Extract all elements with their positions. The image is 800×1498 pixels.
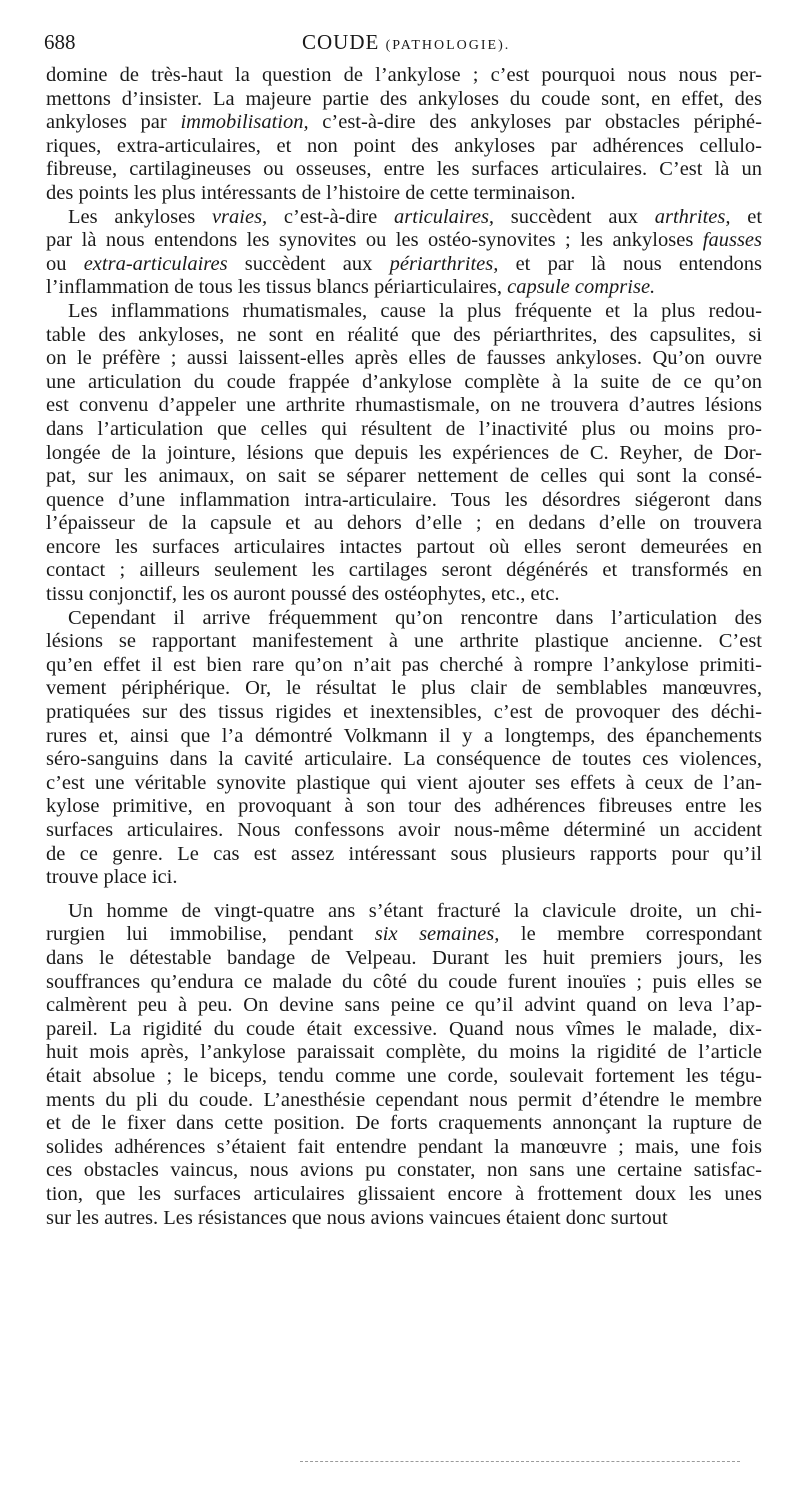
text-span: c’est-à-dire bbox=[267, 205, 395, 228]
running-header bbox=[44, 30, 756, 60]
text-span: fibreuse, cartilagineuses ou osseuses, entre les surfaces articulaires. C’est là un bbox=[46, 158, 762, 181]
running-title-sub: (PATHOLOGIE). bbox=[385, 38, 511, 53]
text-span: Cependant il arrive fréquemment qu’on rencontre dans l’articulation des bbox=[68, 606, 762, 629]
text-line bbox=[46, 1089, 762, 1113]
text-line bbox=[46, 253, 762, 277]
text-line bbox=[46, 276, 762, 300]
text-line bbox=[46, 111, 762, 135]
body-text bbox=[46, 64, 762, 1230]
text-line bbox=[46, 843, 762, 867]
text-span: quence d’une inflammation intra-articulaire. Tous les désordres siégeront dans bbox=[46, 488, 762, 511]
text-line bbox=[46, 630, 762, 654]
text-span: dans le détestable bandage de Velpeau. Durant les huit premiers jours, les bbox=[46, 946, 762, 969]
paragraph bbox=[46, 206, 762, 300]
italic-span: articulaires, bbox=[394, 205, 495, 228]
text-span: kylose primitive, en provoquant à son tour des adhérences fibreuses entre les bbox=[46, 795, 762, 818]
text-line bbox=[46, 489, 762, 513]
text-span: contact ; ailleurs seulement les cartilages seront dégénérés et transformés en bbox=[46, 559, 762, 582]
text-span: calmèrent peu à peu. On devine sans peine ce qu’il advint quand on leva l’ap- bbox=[46, 994, 762, 1017]
italic-span: fausses bbox=[702, 229, 762, 252]
italic-span: immobilisation, bbox=[180, 111, 309, 134]
text-span: tissu conjonctif, les os auront poussé des ostéophytes, etc., etc. bbox=[46, 583, 560, 606]
text-span: domine de très-haut la question de l’ankylose ; c’est pourquoi nous nous per- bbox=[46, 64, 762, 86]
text-span: pareil. La rigidité du coude était excessive. Quand nous vîmes le malade, dix- bbox=[46, 1017, 762, 1040]
text-line bbox=[46, 182, 762, 206]
text-line bbox=[46, 536, 762, 560]
text-span: surfaces articulaires. Nous confessons avoir nous-même déterminé un accident bbox=[46, 819, 762, 841]
text-span: rurgien lui immobilise, pendant bbox=[46, 923, 375, 946]
text-line bbox=[46, 748, 762, 772]
text-line bbox=[46, 677, 762, 701]
paragraph bbox=[46, 900, 762, 1230]
text-span: tion, que les surfaces articulaires glissaient encore à frottement doux les unes bbox=[46, 1182, 762, 1205]
text-span: succèdent aux bbox=[494, 205, 655, 228]
text-span: et de le fixer dans cette position. De forts craquements annonçant la rupture de bbox=[46, 1112, 762, 1135]
text-span: c’est une véritable synovite plastique qui vient ajouter ses effets à ceux de l’an- bbox=[46, 771, 762, 794]
text-line bbox=[46, 725, 762, 749]
text-line bbox=[46, 512, 762, 536]
text-span: par là nous entendons les synovites ou les ostéo-synovites ; les ankyloses bbox=[46, 229, 703, 252]
text-line bbox=[46, 971, 762, 995]
text-line bbox=[46, 371, 762, 395]
text-span: dans l’articulation que celles qui résultent de l’inactivité plus ou moins pro- bbox=[46, 417, 762, 440]
text-span: pratiquées sur des tissus rigides et inextensibles, c’est de provoquer des déchi- bbox=[46, 701, 762, 724]
text-span: riques, extra-articulaires, et non point des ankyloses par adhérences cellulo- bbox=[46, 134, 762, 157]
text-line bbox=[46, 1018, 762, 1042]
text-span: longée de la jointure, lésions que depuis les expériences de C. Reyher, de Dor- bbox=[46, 441, 762, 464]
text-span: succèdent aux bbox=[227, 252, 390, 275]
text-span: était absolue ; le biceps, tendu comme une corde, soulevait fortement les tégu- bbox=[46, 1064, 762, 1087]
text-span: mettons d’insister. La majeure partie des ankyloses du coude sont, en effet, des bbox=[46, 87, 762, 110]
text-line bbox=[46, 701, 762, 725]
text-span: des points les plus intéressants de l’histoire de cette terminaison. bbox=[46, 181, 576, 204]
text-line bbox=[46, 206, 762, 230]
italic-span: extra-articulaires bbox=[83, 252, 228, 275]
text-line bbox=[46, 866, 762, 890]
text-span: lésions se rapportant manifestement à une arthrite plastique ancienne. C’est bbox=[46, 630, 762, 653]
text-span: sur les autres. Les résistances que nous avions vaincues étaient donc surtout bbox=[46, 1206, 668, 1229]
text-line bbox=[46, 772, 762, 796]
text-span: une articulation du coude frappée d’ankylose complète à la suite de ce qu’on bbox=[46, 370, 762, 393]
text-span: Les inflammations rhumatismales, cause la plus fréquente et la plus redou- bbox=[68, 299, 762, 322]
text-span: souffrances qu’endura ce malade du côté du coude furent inouïes ; puis elles se bbox=[46, 970, 762, 993]
text-line bbox=[46, 442, 762, 466]
italic-span: vraies, bbox=[211, 205, 268, 228]
text-span: table des ankyloses, ne sont en réalité que des périarthrites, des capsulites, si bbox=[46, 323, 762, 346]
running-title-main: COUDE bbox=[302, 30, 380, 54]
paragraph-gap bbox=[46, 890, 762, 900]
paragraph bbox=[46, 300, 762, 607]
italic-span: arthrites, bbox=[654, 205, 731, 228]
text-line bbox=[46, 88, 762, 112]
text-span: rures et, ainsi que l’a démontré Volkmann il y a longtemps, des épanchements bbox=[46, 724, 762, 747]
text-line bbox=[46, 465, 762, 489]
text-line bbox=[46, 135, 762, 159]
text-span: l’inflammation de tous les tissus blancs périarticulaires, bbox=[46, 276, 508, 299]
text-span: et bbox=[730, 205, 763, 228]
text-line bbox=[46, 1183, 762, 1207]
italic-span: capsule comprise. bbox=[507, 276, 656, 299]
footer-rule bbox=[300, 1461, 740, 1462]
text-line bbox=[46, 1207, 762, 1231]
page-number: 688 bbox=[44, 30, 76, 54]
text-span: trouve place ici. bbox=[46, 866, 178, 889]
text-span: on le préfère ; aussi laissent-elles après elles de fausses ankyloses. Qu’on ouvre bbox=[46, 347, 762, 370]
text-line bbox=[46, 229, 762, 253]
text-line bbox=[46, 559, 762, 583]
text-span: ces obstacles vaincus, nous avions pu constater, non sans une certaine satisfac- bbox=[46, 1159, 762, 1182]
text-span: ou bbox=[46, 252, 84, 275]
text-line bbox=[46, 900, 762, 924]
text-line bbox=[46, 819, 762, 843]
text-span: séro-sanguins dans la cavité articulaire. La conséquence de toutes ces violences, bbox=[46, 748, 762, 771]
running-title bbox=[302, 30, 510, 55]
italic-span: périarthrites, bbox=[389, 252, 499, 275]
text-span: et par là nous entendons bbox=[498, 252, 762, 275]
text-line bbox=[46, 583, 762, 607]
text-line bbox=[46, 1112, 762, 1136]
text-span: ments du pli du coude. L’anesthésie cependant nous permit d’étendre le membre bbox=[46, 1088, 762, 1111]
text-line bbox=[46, 1041, 762, 1065]
text-span: ankyloses par bbox=[46, 111, 181, 134]
text-span: encore les surfaces articulaires intactes partout où elles seront demeurées en bbox=[46, 535, 762, 558]
text-span: Les ankyloses bbox=[68, 205, 212, 228]
text-span: le membre correspondant bbox=[499, 923, 762, 946]
text-line bbox=[46, 64, 762, 88]
text-line bbox=[46, 654, 762, 678]
text-span: qu’en effet il est bien rare qu’on n’ait pas cherché à rompre l’ankylose primiti- bbox=[46, 653, 762, 676]
italic-span: six semaines, bbox=[374, 923, 500, 946]
text-span: pat, sur les animaux, on sait se séparer nettement de celles qui sont la consé- bbox=[46, 465, 762, 488]
text-line bbox=[46, 158, 762, 182]
text-span: l’épaisseur de la capsule et au dehors d’elle ; en dedans d’elle on trouvera bbox=[46, 512, 762, 535]
paragraph bbox=[46, 607, 762, 890]
text-line bbox=[46, 1159, 762, 1183]
paragraph bbox=[46, 64, 762, 206]
text-span: vement périphérique. Or, le résultat le plus clair de semblables manœuvres, bbox=[46, 677, 762, 700]
text-line bbox=[46, 324, 762, 348]
text-span: Un homme de vingt-quatre ans s’étant fracturé la clavicule droite, un chi- bbox=[68, 899, 762, 922]
text-span: huit mois après, l’ankylose paraissait complète, du moins la rigidité de l’article bbox=[46, 1041, 762, 1064]
text-line bbox=[46, 795, 762, 819]
text-line bbox=[46, 394, 762, 418]
text-line bbox=[46, 1065, 762, 1089]
text-line bbox=[46, 1136, 762, 1160]
text-line bbox=[46, 300, 762, 324]
text-line bbox=[46, 347, 762, 371]
text-line bbox=[46, 947, 762, 971]
text-span: de ce genre. Le cas est assez intéressant sous plusieurs rapports pour qu’il bbox=[46, 842, 762, 865]
text-span: c’est-à-dire des ankyloses par obstacles périphé- bbox=[308, 111, 762, 134]
text-span: est convenu d’appeler une arthrite rhumastismale, on ne trouvera d’autres lésions bbox=[46, 394, 762, 417]
text-line bbox=[46, 607, 762, 631]
text-span: solides adhérences s’étaient fait entendre pendant la manœuvre ; mais, une fois bbox=[46, 1135, 762, 1158]
text-line bbox=[46, 923, 762, 947]
text-line bbox=[46, 418, 762, 442]
text-line bbox=[46, 994, 762, 1018]
